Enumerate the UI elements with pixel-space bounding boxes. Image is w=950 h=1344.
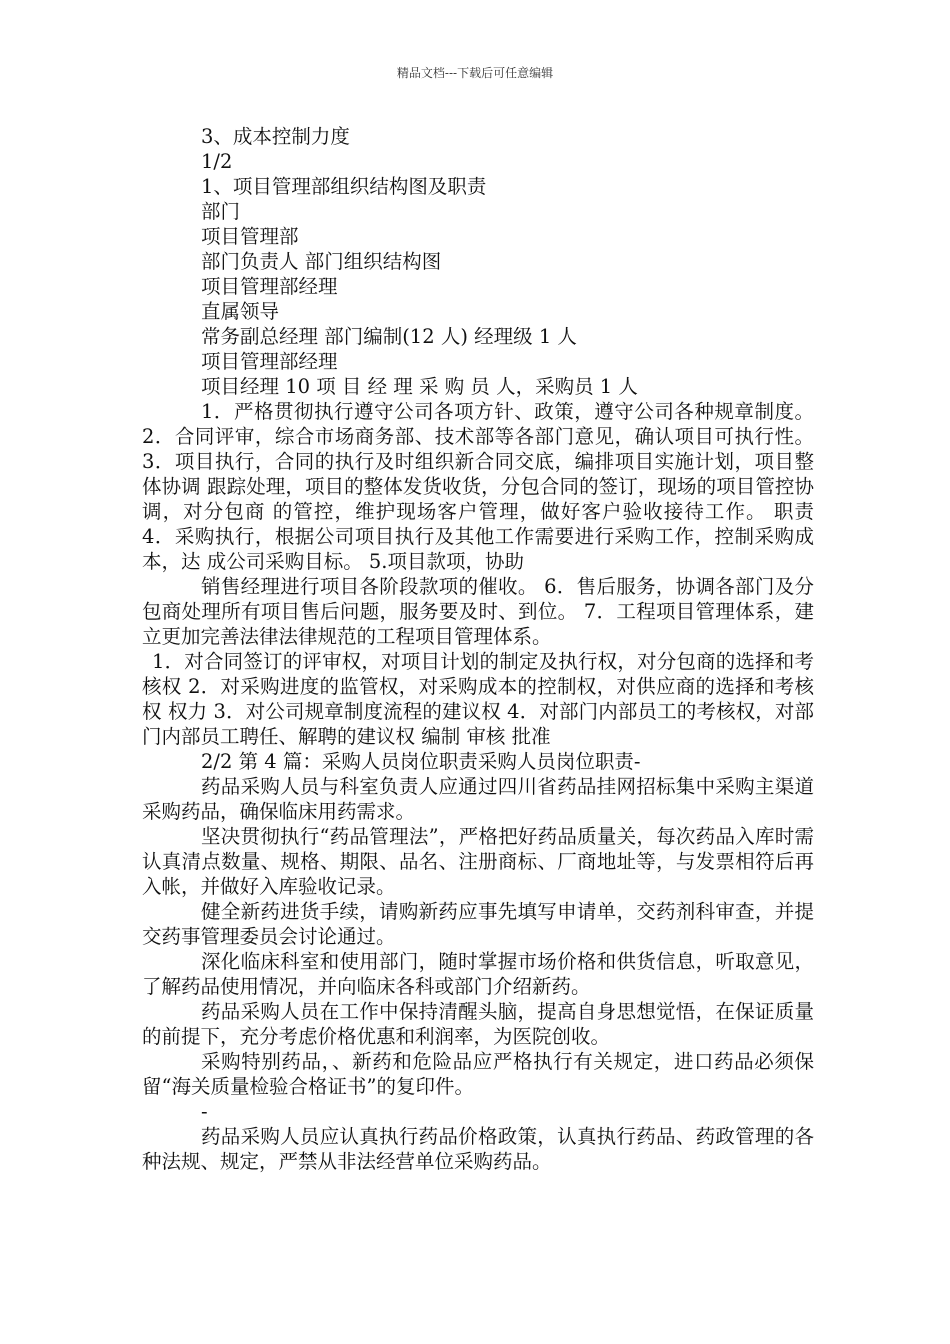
body-paragraph: 2/2 第 4 篇：采购人员岗位职责采购人员岗位职责- [201,750,641,773]
body-paragraph: 1．对合同签订的评审权，对项目计划的制定及执行权，对分包商的选择和考核权 2．对采购进度的监管权，对采购成本的控制权，对供应商的选择和考核权 权力 3．对公司规章制度流程的建议权 4．对部门内部员工的考核权，对部门内部员工聘任、解聘的建议权 编制 审核 批准 [142,650,814,748]
text-line: 直属领导 [201,300,280,323]
text-line: 3、成本控制力度 [201,125,350,148]
text-line: 常务副总经理 部门编制(12 人) 经理级 1 人 [201,325,577,348]
body-paragraph: 药品采购人员与科室负责人应通过四川省药品挂网招标集中采购主渠道采购药品，确保临床用药需求。 [142,775,814,823]
text-line: 部门 [201,200,241,223]
body-paragraph: - [201,1100,208,1123]
text-line: 项目管理部经理 [201,350,338,373]
text-line: 项目经理 10 项 目 经 理 采 购 员 人，采购员 1 人 [201,375,638,398]
body-paragraph: 深化临床科室和使用部门，随时掌握市场价格和供货信息，听取意见，了解药品使用情况，并向临床各科或部门介绍新药。 [142,950,814,998]
body-paragraph: 药品采购人员应认真执行药品价格政策，认真执行药品、药政管理的各种法规、规定，严禁从非法经营单位采购药品。 [142,1125,814,1173]
body-paragraph: 1．严格贯彻执行遵守公司各项方针、政策，遵守公司各种规章制度。 2．合同评审，综合市场商务部、技术部等各部门意见，确认项目可执行性。 3．项目执行，合同的执行及时组织新合同交底，编排项目实施计划，项目整体协调 跟踪处理，项目的整体发货收货，分包合同的签订，现场的项目管控协调，对分包商 的管控，维护现场客户管理，做好客户验收接待工作。 职责 4．采购执行，根据公司项目执行及其他工作需要进行采购工作，控制采购成本，达 成公司采购目标。 5.项目款项，协助 [142,400,814,573]
body-paragraph: 药品采购人员在工作中保持清醒头脑，提高自身思想觉悟，在保证质量的前提下，充分考虑价格优惠和利润率，为医院创收。 [142,1000,814,1048]
page-header: 精品文档---下载后可任意编辑 [396,66,554,80]
text-line: 项目管理部 [201,225,299,248]
document-body [142,124,814,1174]
body-paragraph: 坚决贯彻执行“药品管理法”，严格把好药品质量关，每次药品入库时需认真清点数量、规格、期限、品名、注册商标、厂商地址等，与发票相符后再入帐，并做好入库验收记录。 [142,825,814,898]
text-line: 部门负责人 部门组织结构图 [201,250,442,273]
body-paragraph: 健全新药进货手续，请购新药应事先填写申请单，交药剂科审查，并提交药事管理委员会讨论通过。 [142,900,814,948]
text-line: 1、项目管理部组织结构图及职责 [201,175,487,198]
text-line: 1/2 [201,150,233,173]
body-paragraph: 采购特别药品，、新药和危险品应严格执行有关规定，进口药品必须保留“海关质量检验合格证书”的复印件。 [142,1050,814,1098]
body-paragraph: 销售经理进行项目各阶段款项的催收。 6．售后服务，协调各部门及分包商处理所有项目售后问题，服务要及时、到位。 7．工程项目管理体系，建立更加完善法律法律规范的工程项目管理体系。 [142,575,814,648]
text-line: 项目管理部经理 [201,275,338,298]
